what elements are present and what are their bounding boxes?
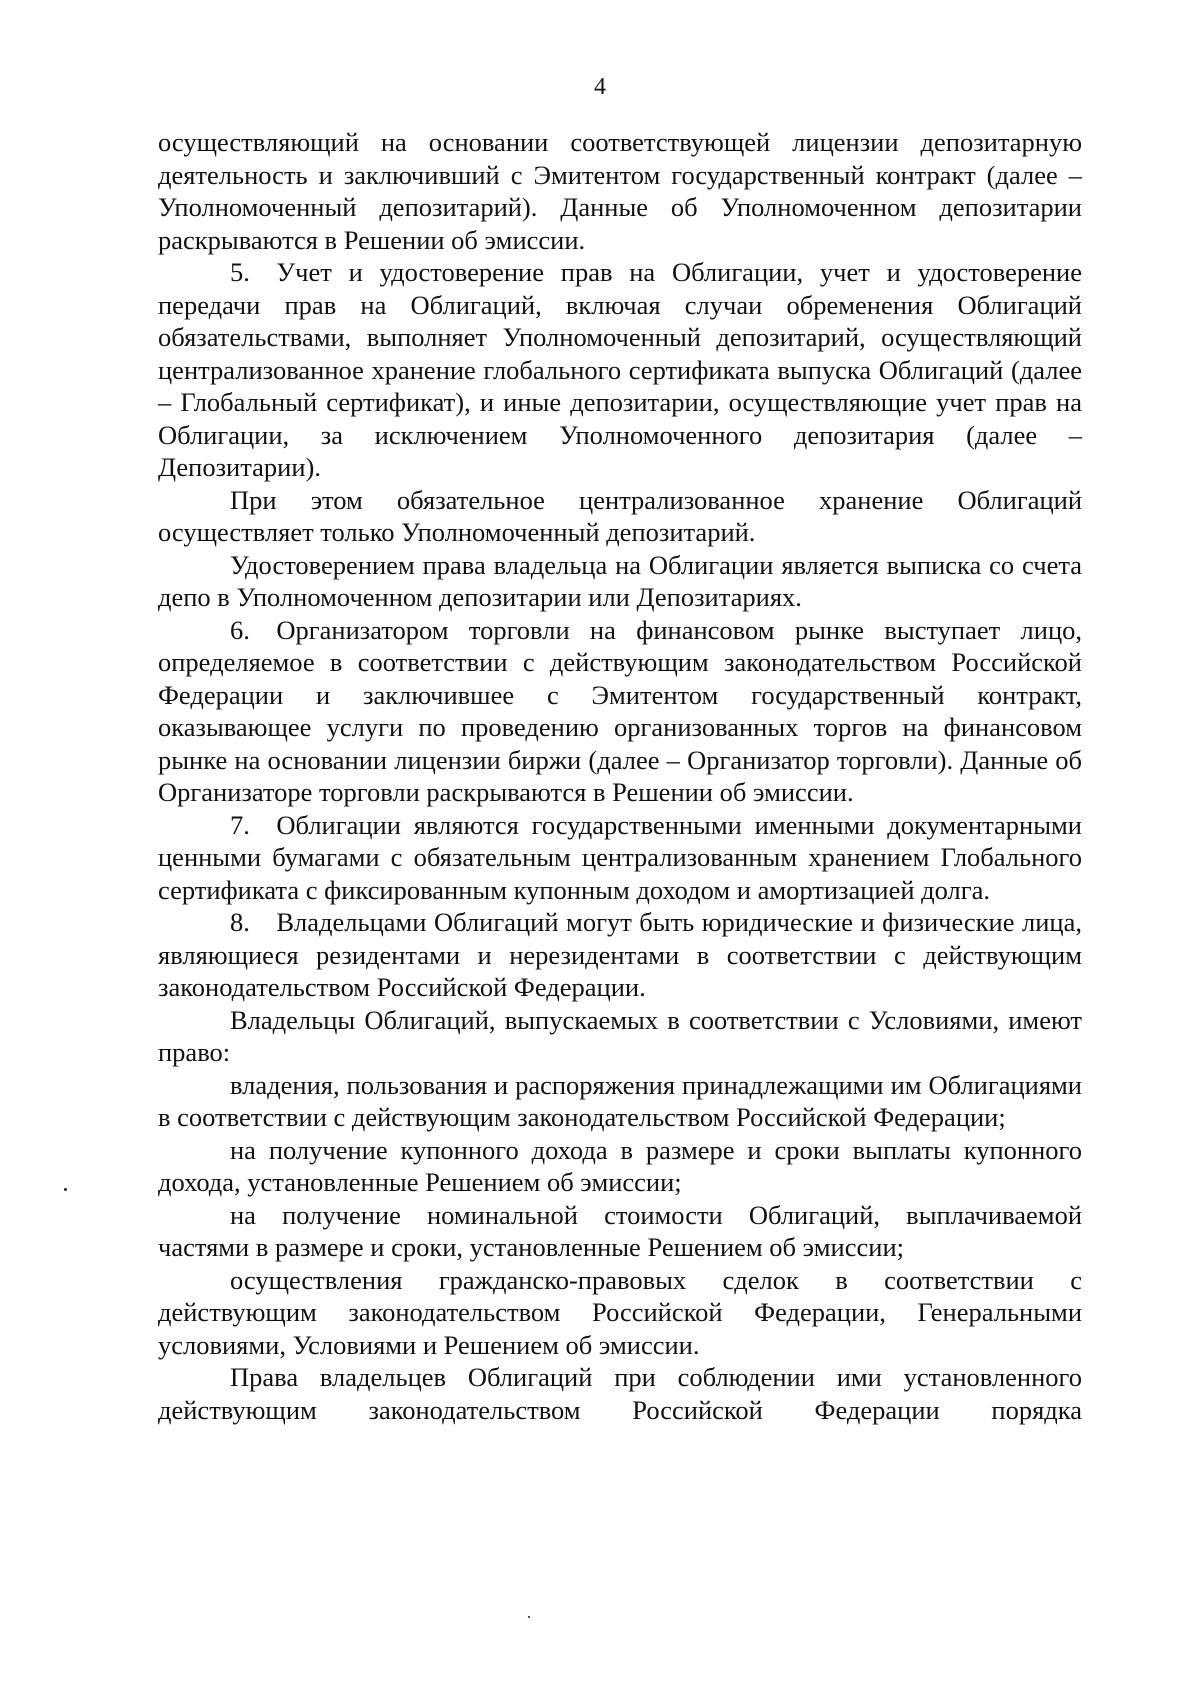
list-item-nominal-value: на получение номинальной стоимости Облигаций, выплачиваемой частями в размере и сроки, установленные Решением об эмиссии;	[158, 1199, 1082, 1262]
paragraph-centralized-storage: При этом обязательное централизованное хранение Облигаций осуществляет только Уполномоченный депозитарий.	[158, 484, 1082, 547]
list-item-coupon-income: на получение купонного дохода в размере и сроки выплаты купонного дохода, установленные Решением об эмиссии;	[158, 1134, 1082, 1197]
paragraph-item-8: 8. Владельцами Облигаций могут быть юридические и физические лица, являющиеся резидентами и нерезидентами в соответствии с действующим законодательством Российской Федерации.	[158, 907, 1082, 1002]
paragraph-continuation: осуществляющий на основании соответствующей лицензии депозитарную деятельность и заключивший с Эмитентом государственный контракт (далее – Уполномоченный депозитарий). Данные об Уполномоченном депозитарии раскрываются в Решении об эмиссии.	[158, 127, 1082, 255]
paragraph-owners-rights: Владельцы Облигаций, выпускаемых в соответствии с Условиями, имеют право:	[158, 1004, 1082, 1067]
paragraph-rights-continuation: Права владельцев Облигаций при соблюдении ими установленного действующим законодательством Российской Федерации порядка	[158, 1362, 1082, 1425]
list-item-possession: владения, пользования и распоряжения принадлежащими им Облигациями в соответствии с действующим законодательством Российской Федерации;	[158, 1069, 1082, 1132]
paragraph-certification: Удостоверением права владельца на Облигации является выписка со счета депо в Уполномоченном депозитарии или Депозитариях.	[158, 549, 1082, 612]
scan-speck	[64, 1188, 67, 1191]
paragraph-item-7: 7. Облигации являются государственными именными документарными ценными бумагами с обязательным централизованным хранением Глобального сертификата с фиксированным купонным доходом и амортизацией долга.	[158, 809, 1082, 905]
paragraph-item-5: 5. Учет и удостоверение прав на Облигации, учет и удостоверение передачи прав на Облигаций, включая случаи обременения Облигаций обязательствами, выполняет Уполномоченный депозитарий, осуществляющий централизованное хранение глобального сертификата выпуска Облигаций (далее – Глобальный сертификат), и иные депозитарии, осуществляющие учет прав на Облигации, за исключением Уполномоченного депозитария (далее – Депозитарии).	[158, 257, 1082, 482]
list-item-civil-transactions: осуществления гражданско-правовых сделок в соответствии с действующим законодательством Российской Федерации, Генеральными условиями, Условиями и Решением об эмиссии.	[158, 1264, 1082, 1360]
scan-speck	[528, 1616, 530, 1618]
page-number: 4	[594, 74, 606, 100]
paragraph-item-6: 6. Организатором торговли на финансовом рынке выступает лицо, определяемое в соответствии с действующим законодательством Российской Федерации и заключившее с Эмитентом государственный контракт, оказывающее услуги по проведению организованных торгов на финансовом рынке на основании лицензии биржи (далее – Организатор торговли). Данные об Организаторе торговли раскрываются в Решении об эмиссии.	[158, 614, 1082, 807]
document-body	[158, 126, 1082, 1426]
